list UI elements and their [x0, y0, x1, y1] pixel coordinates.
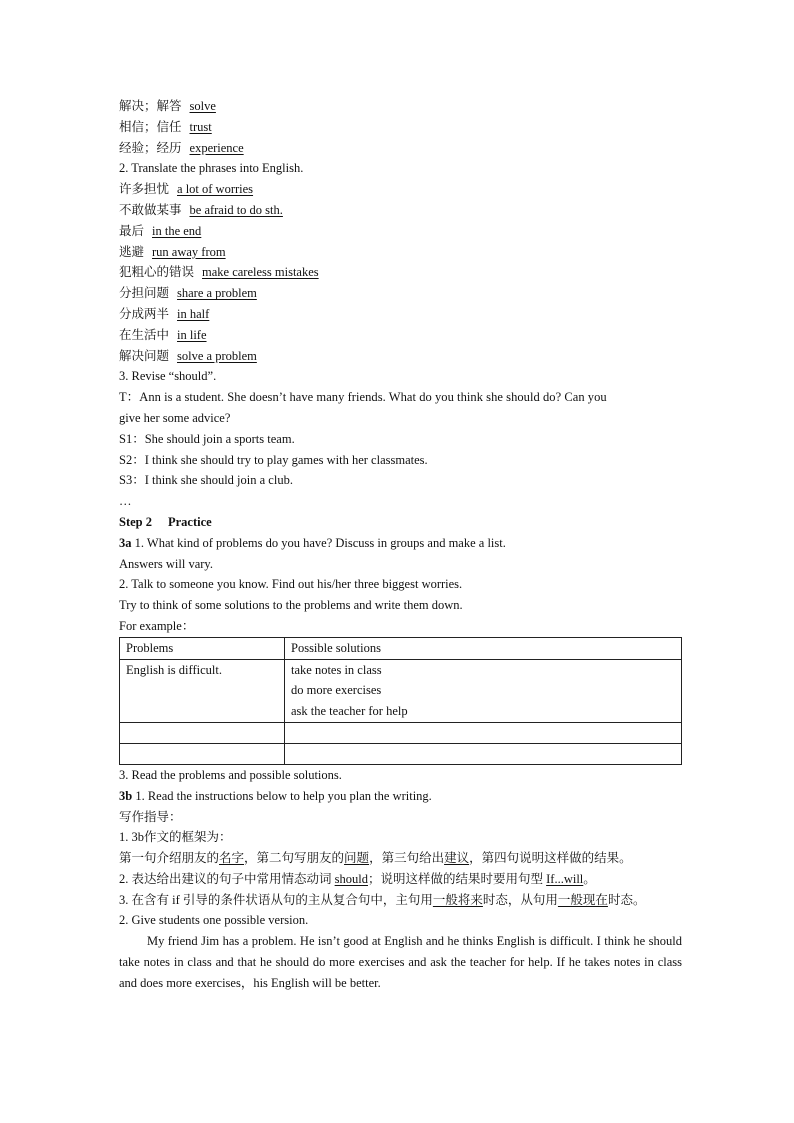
phrase-answer: make careless mistakes	[202, 265, 319, 280]
phrase-answer: in life	[177, 327, 207, 342]
phrase-item: 解决问题 solve a problem	[119, 348, 257, 363]
activity-3a-q2: 2. Talk to someone you know. Find out his/her three biggest worries.	[119, 577, 463, 592]
guide-point-1-detail: 第一句介绍朋友的名字，第二句写朋友的问题，第三句给出建议，第四句说明这样做的结果。	[119, 851, 632, 866]
version-title: 2. Give students one possible version.	[119, 913, 309, 928]
teacher-question-line-2: give her some advice?	[119, 410, 231, 425]
phrase-item: 犯粗心的错误 make careless mistakes	[119, 265, 319, 280]
teacher-question-line-1: T：Ann is a student. She doesn’t have many friends. What do you think she should do? Can you	[119, 390, 607, 405]
activity-3b: 3b 1. Read the instructions below to help you plan the writing.	[119, 788, 432, 803]
guide-point-1: 1. 3b作文的框架为：	[119, 830, 232, 845]
ellipsis: …	[119, 494, 132, 509]
vocab-item: 相信；信任 trust	[119, 119, 212, 134]
phrase-answer: a lot of worries	[177, 182, 254, 197]
task-2-title: 2. Translate the phrases into English.	[119, 161, 304, 176]
student-answer: S2：I think she should try to play games with her classmates.	[119, 452, 428, 467]
table-cell: take notes in class do more exercises ask the teacher for help	[285, 659, 682, 722]
activity-3a: 3a 1. What kind of problems do you have? Discuss in groups and make a list.	[119, 535, 506, 550]
phrase-answer: run away from	[152, 244, 226, 259]
step-heading: Step 2 Practice	[119, 514, 212, 529]
vocab-item: 解决；解答 solve	[119, 99, 216, 113]
phrase-item: 在生活中 in life	[119, 327, 207, 342]
document-page	[119, 96, 682, 994]
guide-point-3: 3. 在含有 if 引导的条件状语从句的主从复合句中，主句用一般将来时态，从句用一般现在时态。	[119, 892, 646, 907]
table-header-row	[120, 637, 682, 659]
example-label: For example：	[119, 618, 195, 633]
table-header: Problems	[120, 637, 285, 659]
vocab-answer: trust	[189, 119, 212, 134]
table-row-empty	[120, 722, 682, 743]
vocab-answer: experience	[189, 140, 244, 155]
phrase-answer: in half	[177, 306, 210, 321]
phrase-answer: share a problem	[177, 286, 257, 301]
guide-point-2: 2. 表达给出建议的句子中常用情态动词 should；说明这样做的结果时要用句型 If...will。	[119, 871, 596, 886]
table-cell: English is difficult.	[120, 659, 285, 722]
student-answer: S1：She should join a sports team.	[119, 431, 295, 446]
task-3-title: 3. Revise “should”.	[119, 369, 217, 384]
table-header: Possible solutions	[285, 637, 682, 659]
vocab-answer: solve	[189, 99, 216, 113]
sample-essay: My friend Jim has a problem. He isn’t good at English and he thinks English is difficult. I think he should take notes in class and that he should do more exercises and ask the teacher for help. If he takes notes in class and does more exercises，his English will be better.	[119, 934, 682, 990]
phrase-item: 分担问题 share a problem	[119, 286, 257, 301]
table-row-empty	[120, 743, 682, 764]
problems-table	[119, 637, 682, 765]
phrase-item: 逃避 run away from	[119, 244, 226, 259]
phrase-item: 不敢做某事 be afraid to do sth.	[119, 202, 283, 217]
phrase-item: 分成两半 in half	[119, 306, 210, 321]
phrase-answer: solve a problem	[177, 348, 257, 363]
phrase-answer: in the end	[152, 223, 202, 238]
table-row	[120, 659, 682, 722]
vocab-item: 经验；经历 experience	[119, 140, 244, 155]
student-answer: S3：I think she should join a club.	[119, 473, 293, 488]
answers-note: Answers will vary.	[119, 556, 213, 571]
activity-3a-q2b: Try to think of some solutions to the problems and write them down.	[119, 598, 463, 613]
read-problems: 3. Read the problems and possible solutions.	[119, 767, 342, 782]
phrase-answer: be afraid to do sth.	[189, 202, 283, 217]
guide-title: 写作指导：	[119, 809, 182, 824]
phrase-item: 许多担忧 a lot of worries	[119, 182, 254, 197]
phrase-item: 最后 in the end	[119, 223, 202, 238]
